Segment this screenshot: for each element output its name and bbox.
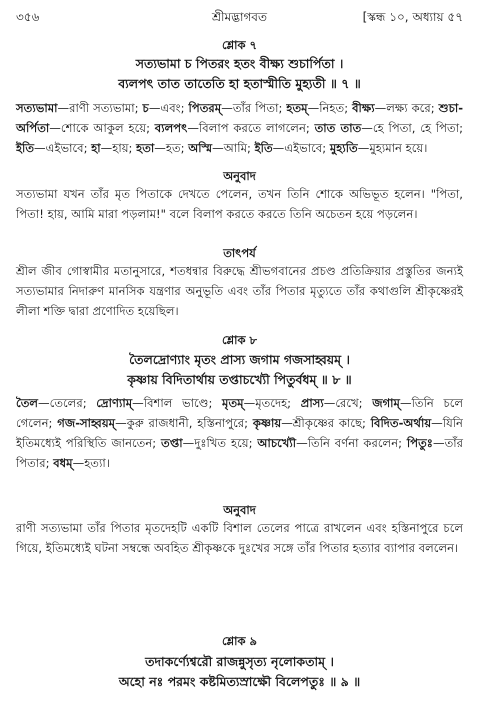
synonym: হতা—হত; bbox=[136, 141, 189, 155]
synonym: সত্যভামা—রাণী সত্যভামা; bbox=[16, 101, 143, 115]
synonym: বধম্—হত্যা। bbox=[53, 456, 110, 470]
synonym: ইতি—এইভাবে; bbox=[254, 141, 330, 155]
synonym: তপ্তা—দুঃখিত হয়ে; bbox=[161, 436, 258, 450]
synonym: শুচা-অর্পিতা—শোকে আকুল হয়ে; bbox=[16, 101, 464, 135]
synonym: তৈল—তেলের; bbox=[16, 396, 97, 410]
verse-9-text bbox=[16, 652, 463, 692]
synonym: আচখ্যৌ—তিনি বর্ণনা করলেন; bbox=[257, 436, 407, 450]
synonym: গজ-সাহ্বয়ম্—কুরু রাজধানী, হস্তিনাপুরে; bbox=[57, 416, 253, 430]
verse-7-translation-heading: অনুবাদ bbox=[223, 169, 256, 183]
verse-8-translation: রাণী সত্যভামা তাঁর পিতার মৃতদেহটি একটি বিশাল তেলের পাত্রে রাখলেন এবং হস্তিনাপুরে চলে গিয়ে, ইতিমধ্যেই ঘটনা সম্বন্ধে অবহিত শ্রীকৃষ্ণকে দুঃখের সঙ্গে তাঁর পিতার হত্যার ব্যাপার বললেন। bbox=[16, 521, 463, 555]
synonym: মুহ্যতি—মুহ্যমান হয়ে। bbox=[329, 141, 428, 155]
page-number: ৩৫৬ bbox=[16, 10, 40, 24]
page-header bbox=[16, 9, 463, 27]
verse-9-heading: শ্লোক ৯ bbox=[221, 634, 258, 648]
synonym: বীক্ষ্য—লক্ষ্য করে; bbox=[352, 101, 439, 115]
verse-7-purport-heading: তাৎপর্য bbox=[223, 246, 256, 260]
synonym: অস্মি—আমি; bbox=[188, 141, 255, 155]
synonym: মৃতম্—মৃতদেহ; bbox=[222, 396, 301, 410]
book-title: শ্রীমদ্ভাগবত bbox=[211, 10, 267, 24]
synonym: চ—এবং; bbox=[142, 101, 189, 115]
synonym: দ্রোণ্যাম্—বিশাল ভাণ্ডে; bbox=[96, 396, 223, 410]
verse-8-translation-heading: অনুবাদ bbox=[223, 503, 256, 517]
verse-line: অহো নঃ পরমং কষ্টমিত্যস্রাক্ষৌ বিলেপতুঃ ॥ ৯ ॥ bbox=[118, 674, 361, 689]
verse-line: সত্যভামা চ পিতরং হতং বীক্ষ্য শুচার্পিতা । bbox=[135, 56, 344, 71]
chapter-reference: [স্কন্ধ ১০, অধ্যায় ৫৭ bbox=[362, 10, 463, 24]
synonym: জগাম্—তিনি চলে গেলেন; bbox=[16, 396, 463, 430]
verse-line: তদাকর্ণ্যেশ্বরৌ রাজন্নুসৃত্য নৃলোকতাম্ । bbox=[145, 654, 334, 669]
verse-7-heading: শ্লোক ৭ bbox=[221, 38, 258, 52]
verse-8-synonyms bbox=[16, 393, 463, 473]
verse-7-purport: শ্রীল জীব গোস্বামীর মতানুসারে, শতধন্বার বিরুদ্ধে শ্রীভগবানের প্রচণ্ড প্রতিক্রিয়ার প্রস্তুতির জন্যই সত্যভামার নিদারুণ মানসিক যন্ত্রণার অনুভূতি এবং তাঁর পিতার মৃত্যুতে তাঁর কথাগুলি শ্রীকৃষ্ণেরই লীলা শক্তি দ্বারা প্রণোদিত হয়েছিল। bbox=[16, 264, 463, 318]
verse-7-text bbox=[16, 54, 463, 94]
synonym: পিতুঃ—তাঁর পিতার; bbox=[16, 436, 464, 470]
verse-line: ব্যলপৎ তাত তাতেতি হা হতাস্মীতি মুহ্যতী ॥ ৭ ॥ bbox=[118, 76, 361, 91]
synonym: হা—হায়; bbox=[91, 141, 137, 155]
synonym: বিদিত-অর্থায়—যিনি ইতিমধ্যেই পরিস্থিতি জানতেন; bbox=[16, 416, 463, 450]
synonym: পিতরম্—তাঁর পিতা; bbox=[188, 101, 287, 115]
verse-8-text bbox=[16, 350, 463, 390]
synonym: প্রাস্য—রেখে; bbox=[300, 396, 373, 410]
verse-7-synonyms bbox=[16, 98, 463, 158]
verse-7-translation: সত্যভামা যখন তাঁর মৃত পিতাকে দেখতে পেলেন, তখন তিনি শোকে অভিভূত হলেন। "পিতা, পিতা! হায়, আমি মারা পড়লাম!" বলে বিলাপ করতে করতে তিনি অচেতন হয়ে পড়লেন। bbox=[16, 187, 463, 221]
verse-line: তৈলদ্রোণ্যাং মৃতং প্রাস্য জগাম গজসাহ্বয়ম্ । bbox=[129, 352, 350, 367]
synonym: হতম্—নিহত; bbox=[286, 101, 353, 115]
synonym: কৃষ্ণায়—শ্রীকৃষ্ণের কাছে; bbox=[252, 416, 371, 430]
synonym: তাত তাত—হে পিতা, হে পিতা; bbox=[314, 121, 464, 135]
synonym: ব্যলপৎ—বিলাপ করতে লাগলেন; bbox=[154, 121, 315, 135]
verse-8-heading: শ্লোক ৮ bbox=[221, 333, 258, 347]
synonym: ইতি—এইভাবে; bbox=[16, 141, 92, 155]
verse-line: কৃষ্ণায় বিদিতার্থায় তপ্তাচখ্যৌ পিতুর্বধম্ ॥ ৮ ॥ bbox=[127, 372, 352, 387]
